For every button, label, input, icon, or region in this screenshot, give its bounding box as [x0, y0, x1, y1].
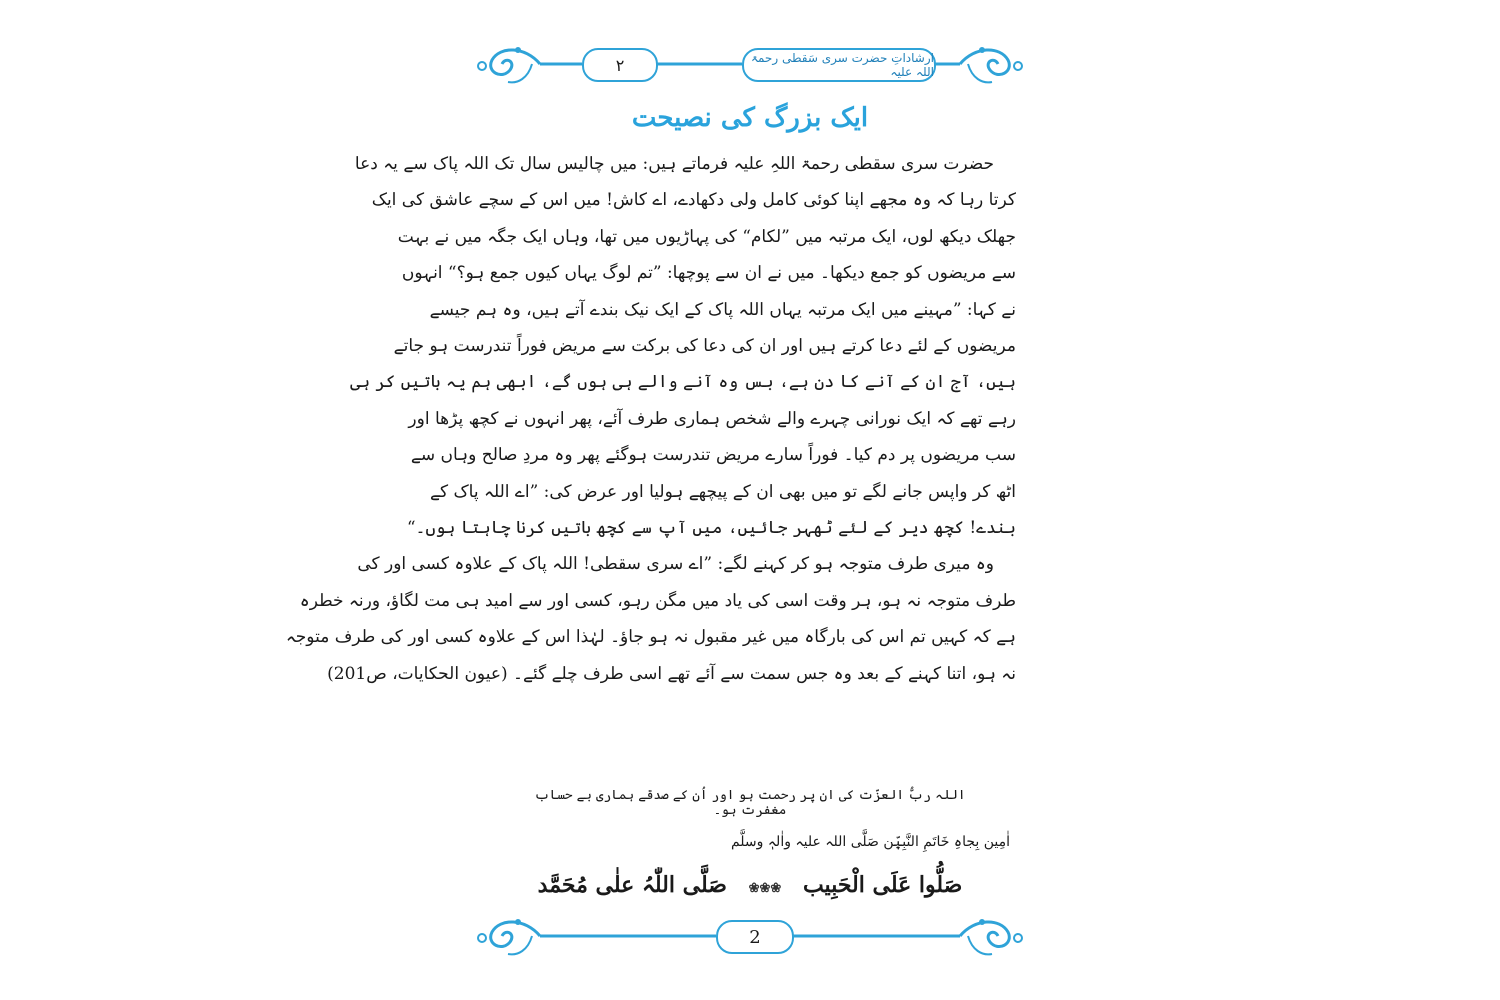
header-page-number [582, 48, 658, 82]
running-header-text: ارشاداتِ حضرت سری سَقطی رحمۃ اللہ علیہ [750, 51, 934, 79]
footer-ornament [470, 906, 1030, 966]
book-page [285, 36, 1030, 966]
header-page-number-text: ۲ [615, 55, 625, 75]
page-title: ایک بزرگ کی نصیحت [631, 103, 869, 133]
footer-page-number [716, 920, 794, 954]
salawat-left: صَلَّی اللّٰہُ علٰی مُحَمَّد [537, 872, 727, 898]
text-line: سب مریضوں پر دم کیا۔ فوراً سارے مریض تندرست ہوگئے پھر وہ مردِ صالح وہاں سے [410, 445, 1016, 466]
text-line: اٹھ کر واپس جانے لگے تو میں بھی ان کے پیچھے ہولیا اور عرض کی: ”اے اللہ پاک کے [430, 481, 1016, 502]
paragraph-1 [350, 146, 1016, 546]
text-line: نہ ہو، اتنا کہنے کے بعد وہ جس سمت سے آئے تھے اسی طرف چلے گئے۔ (عیون الحکایات، ص201) [327, 663, 1016, 684]
running-header-title [742, 48, 936, 82]
ameen-line: اٰمِین بِجاہِ خَاتَمِ النَّبِیّٖن صَلَّی اللہ علیہ واٰلہٖ وسلَّم [730, 834, 1010, 850]
text-line: طرف متوجہ نہ ہو، ہر وقت اسی کی یاد میں مگن رہو، کسی اور سے امید ہی مت لگاؤ، ورنہ خطرہ [299, 590, 1016, 611]
text-line: جھلک دیکھ لوں، ایک مرتبہ میں ”لکام“ کی پہاڑیوں میں تھا، وہاں ایک جگہ میں نے بہت [397, 226, 1016, 247]
text-line: نے کہا: ”مہینے میں ایک مرتبہ یہاں اللہ پاک کے ایک نیک بندے آتے ہیں، وہ ہم جیسے [429, 299, 1016, 320]
header-ornament [470, 36, 1030, 96]
text-line: وہ میری طرف متوجہ ہو کر کہنے لگے: ”اے سری سقطی! اللہ پاک کے علاوہ کسی اور کی [357, 554, 994, 575]
text-line: حضرت سری سقطی رحمۃ اللہِ علیہ فرماتے ہیں: میں چالیس سال تک اللہ پاک سے یہ دعا [354, 154, 994, 174]
text-line: سے مریضوں کو جمع دیکھا۔ میں نے ان سے پوچھا: ”تم لوگ یہاں کیوں جمع ہو؟“ انہوں [401, 263, 1016, 284]
salawat-line [470, 872, 1030, 898]
footer-page-number-text: 2 [749, 926, 761, 948]
text-line: ہیں، آج ان کے آنے کا دن ہے، بس وہ آنے والے ہی ہوں گے، ابھی ہم یہ باتیں کر ہی [350, 372, 1016, 393]
salawat-right: صَلُّوا عَلَی الْحَبِیب [802, 872, 963, 898]
text-line: ہے کہ کہیں تم اس کی بارگاہ میں غیر مقبول نہ ہو جاؤ۔ لہٰذا اس کے علاوہ کسی اور کی طرف متوجہ [285, 627, 1016, 648]
text-line: بندے! کچھ دیر کے لئے ٹھہر جائیں، میں آپ سے کچھ باتیں کرنا چاہتا ہوں۔“ [406, 518, 1016, 539]
flower-ornament-icon: ❀❀❀ [748, 881, 782, 896]
text-line: رہے تھے کہ ایک نورانی چہرے والے شخص ہماری طرف آئے، پھر انہوں نے کچھ پڑھا اور [408, 408, 1016, 429]
prayer-line: اللہ ربُّ العزّت کی ان پر رحمت ہو اور اُن کے صدقے ہماری بے حساب مغفرت ہو۔ [534, 788, 966, 818]
body-text [285, 146, 1016, 692]
paragraph-2 [285, 546, 1016, 692]
text-line: مریضوں کے لئے دعا کرتے ہیں اور ان کی دعا کی برکت سے مریض فوراً تندرست ہو جاتے [393, 336, 1016, 357]
text-line: کرتا رہا کہ وہ مجھے اپنا کوئی کامل ولی دکھادے، اے کاش! میں اس کے سچے عاشق کی ایک [371, 190, 1016, 211]
